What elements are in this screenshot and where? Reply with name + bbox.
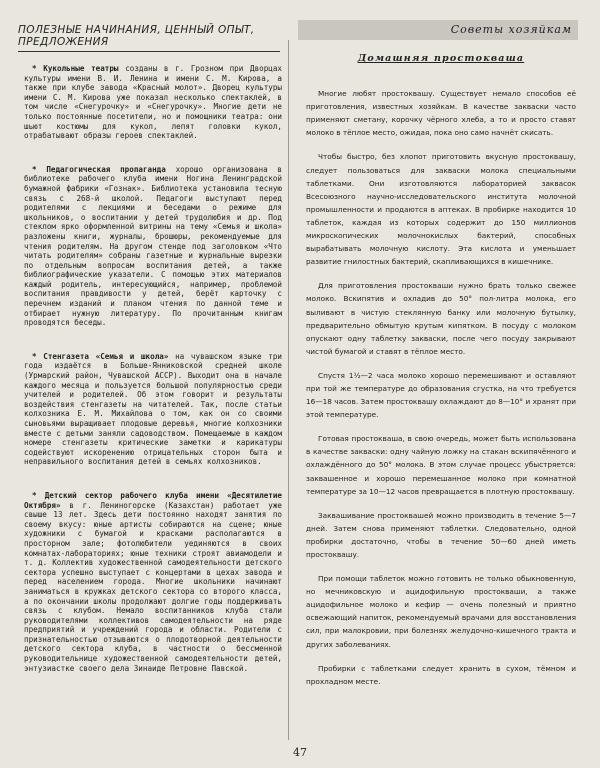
news-item-lead: * Педагогическая пропаганда [32, 164, 166, 174]
article-paragraph: Пробирки с таблетками следует хранить в сухом, тёмном и прохладном месте. [306, 663, 576, 686]
news-item-text: в г. Лениногорске (Казахстан) работает уже свыше 13 лет. Здесь дети постоянно находят занятия по своему вкусу: юные артисты собираются на сцене; юные художники с бумагой и красками располагаются в просторном зале; фотолюбители уединяются в своих комнатах-лабораториях; юные техники строят авиамодели и т. д. Коллектив художественной самодеятельности детского сектора успешно выступает с концертами в цехах завода и перед населением города. Многие школьники начинают заниматься в кружках детского сектора со второго класса, а по окончании школы продолжают долгие годы поддерживать связь с клубом. Немало воспитанников клуба стали руководителями коллективов самодеятельности на ряде предприятий и учреждений города и области. Родители с признательностью отзываются о плодотворной деятельности детского сектора клуба, в частности о бессменной руководительнице художественной самодеятельности детей, энтузиастке своего дела Зинаиде Петровне Павской. [24, 500, 282, 673]
article-paragraph: Для приготовления простокваши нужно брать только свежее молоко. Вскипятив и охладив до 50° пол-литра молока, его выливают в чистую стеклянную банку или молочную бутылку, предварительно обмытую крутым кипятком. В посуду с молоком опускают одну таблетку закваски, после чего посуду закрывают чистой бумагой и ставят в тёплое место. [306, 281, 576, 356]
section-header-left [18, 24, 280, 52]
news-item-lead: * Кукольные театры [32, 64, 119, 73]
article-column [306, 52, 576, 699]
news-item [24, 352, 282, 467]
article-title: Домашняя простокваша [357, 53, 525, 64]
article-paragraph: При помощи таблеток можно готовить не только обыкновенную, но мечниковскую и ацидофильную простокваши, а также ацидофильное молоко и кефир — очень полезный и приятно освежающий напиток, рекомендуемый врачами для восстановления сил, при малокровии, при болезнях желудочно-кишечного тракта и других заболеваниях. [306, 574, 576, 649]
news-column [24, 64, 282, 697]
news-item-text: созданы в г. Грозном при Дворцах культуры имени В. И. Ленина и имени С. М. Кирова, а также при клубе завода «Красный молот». Дворец культуры имени С. М. Кирова уже показал несколько спектаклей, в том числе «Снегурочку» и «Снегурочку». Многие дети не только постоянные посетители, но и помощники театра: они шьют костюмы для кукол, лепят головки кукол, отрабатывают образы героев спектаклей. [24, 64, 282, 141]
news-item-text: хорошо организована в библиотеке рабочего клуба имени Ногина Ленинградской бумажной фабрики «Гознак». Библиотека установила тесную связь с 268-й школой. Педагоги выступают перед родителями с лекциями и беседами о режиме для школьников, о воспитании у детей трудолюбия и др. Под стеклом ярко оформленной витрины на тему «Семья и школа» разложены книги, журналы, брошюры, рекомендуемые для чтения родителям. На другом стенде под заголовком «Что читать родителям» собраны газетные и журнальные вырезки по отдельным вопросам воспитания детей, а также библиографические указатели. С помощью этих материалов каждый родитель, интересующийся, например, проблемой воспитания правдивости у детей, берёт карточку с перечнем изданий и планом чтения по данной теме и отбирает нужную литературу. По прочитанным книгам проводятся беседы. [24, 164, 282, 328]
article-paragraph: Спустя 1½—2 часа молоко хорошо перемешивают и оставляют при той же температуре до образования сгустка, на что требуется 16—18 часов. Затем простоквашу охлаждают до 8—10° и хранят при этой температуре. [306, 370, 576, 420]
news-item [24, 491, 282, 673]
section-header-line-2: ПРЕДЛОЖЕНИЯ [18, 36, 109, 48]
article-paragraph: Готовая простокваша, в свою очередь, может быть использована в качестве закваски: одну чайную ложку на стакан вскипячённого и охлаждённого до 50° молока. В этом случае процесс убыстряется: заквашенное и хорошо перемешанное молоко при комнатной температуре за 10—12 часов превращается в плотную простоквашу. [306, 434, 576, 496]
news-item [24, 64, 282, 141]
section-header-right: Советы хозяйкам [298, 20, 578, 40]
column-divider [288, 40, 289, 740]
news-item-lead: * Детский сектор рабочего клуба имени «Десятилетие Октября» [24, 490, 282, 510]
section-header-line-1: ПОЛЕЗНЫЕ НАЧИНАНИЯ, ЦЕННЫЙ ОПЫТ, [18, 24, 255, 36]
article-paragraph: Многие любят простоквашу. Существует немало способов её приготовления, известных хозяйкам. В качестве закваски часто применяют сметану, корочку чёрного хлеба, а то и просто ставят молоко в тёплое место, ожидая, пока оно само начнёт скисать. [306, 89, 576, 138]
article-paragraph: Чтобы быстро, без хлопот приготовить вкусную простоквашу, следует пользоваться для закваски молока специальными таблетками. Они изготовляются лабораторией заквасок Всесоюзного научно-исследовательского института молочной промышленности и продаются в аптеках. В пробирке находится 10 таблеток, каждая из которых содержит до 150 миллионов микроскопических молочнокислых бактерий, способных вырабатывать молочную кислоту. Эта кислота и уменьшает развитие гнилостных бактерий, скапливающихся в кишечнике. [306, 152, 576, 267]
header-rule [18, 51, 280, 52]
page-number: 47 [293, 746, 307, 759]
news-item-text: на чувашском языке три года издаётся в Больше-Янниковской средней школе (Урмарский район, Чувашской АССР). Выходит она в начале каждого месяца и пользуется большой популярностью среди учителей и родителей. Об этом говорит и результаты воздействия стенгазеты на читателей. Так, после статьи колхозника Е. М. Михайлова о том, как он со своими сыновьями выращивает плодовые деревья, многие колхозники вместе с детьми заняли садоводством. Помещаемые в каждом номере стенгазеты критические заметки и карикатуры содействуют искоренению отрицательных сторон быта и неправильного воспитания детей в семьях колхозников. [24, 351, 282, 467]
news-item [24, 165, 282, 328]
article-paragraph: Заквашивание простоквашей можно производить в течение 5—7 дней. Затем снова применяют таблетки. Следовательно, одной пробирки достаточно, чтобы в течение 50—60 дней иметь простоквашу. [306, 510, 576, 559]
news-item-lead: * Стенгазета «Семья и школа» [32, 351, 169, 361]
